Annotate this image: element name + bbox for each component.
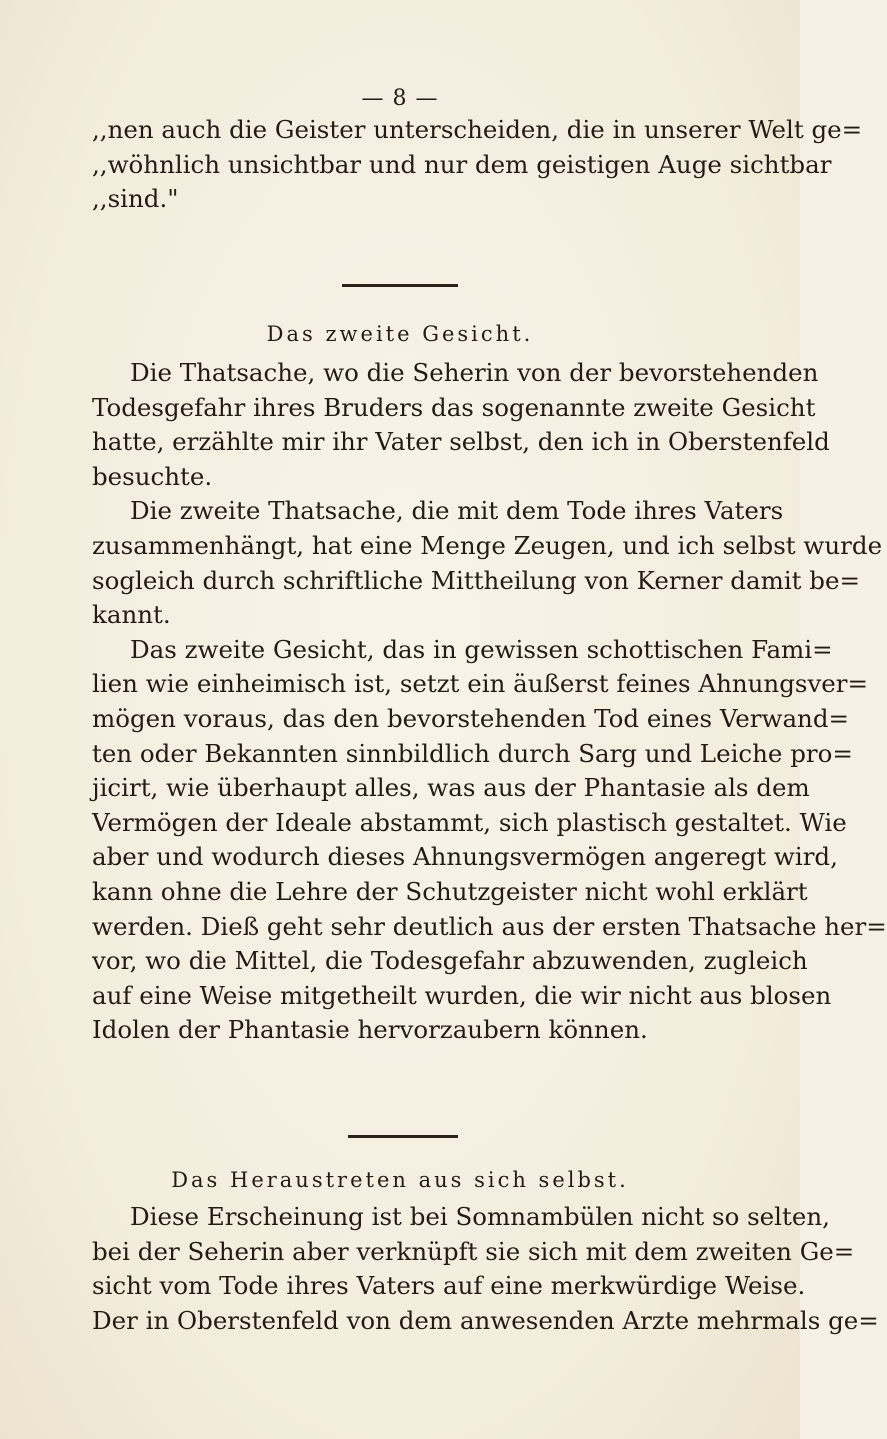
section-divider [348,1135,458,1138]
section-divider [342,284,458,287]
text-line: bei der Seherin aber verknüpft sie sich mit dem zweiten Ge= [92,1236,855,1266]
section-heading-heraustreten: Das Heraustreten aus sich selbst. [171,1168,629,1192]
text-line: kann ohne die Lehre der Schutzgeister nicht wohl erklärt [92,876,808,906]
text-line: Idolen der Phantasie hervorzaubern können. [92,1015,648,1045]
text-line: Die zweite Thatsache, die mit dem Tode ihres Vaters [130,496,784,526]
text-line: mögen voraus, das den bevorstehenden Tod eines Verwand= [92,703,850,733]
text-line: ten oder Bekannten sinnbildlich durch Sarg und Leiche pro= [92,738,853,768]
section-heading-zweite-gesicht: Das zweite Gesicht. [266,322,534,346]
text-line: sicht vom Tode ihres Vaters auf eine merkwürdige Weise. [92,1271,806,1301]
quote-block [92,113,863,217]
section-body-heraustreten [92,1200,879,1338]
text-line: zusammenhängt, hat eine Menge Zeugen, und ich selbst wurde [92,530,883,560]
text-line: hatte, erzählte mir ihr Vater selbst, den ich in Oberstenfeld [92,427,830,457]
text-line: besuchte. [92,461,213,491]
quote-line: ,,wöhnlich unsichtbar und nur dem geistigen Auge sichtbar [92,149,832,179]
text-line: lien wie einheimisch ist, setzt ein äußerst feines Ahnungsver= [92,669,869,699]
text-line: Vermögen der Ideale abstammt, sich plastisch gestaltet. Wie [92,807,847,837]
text-line: Todesgefahr ihres Bruders das sogenannte zweite Gesicht [92,392,816,422]
text-line: jicirt, wie überhaupt alles, was aus der Phantasie als dem [92,773,810,803]
text-line: auf eine Weise mitgetheilt wurden, die wir nicht aus blosen [92,980,832,1010]
text-line: Diese Erscheinung ist bei Somnambülen nicht so selten, [130,1202,830,1231]
quote-line: ,,nen auch die Geister unterscheiden, die in unserer Welt ge= [92,115,863,144]
text-line: Der in Oberstenfeld von dem anwesenden Arzte mehrmals ge= [92,1305,879,1335]
text-line: werden. Dieß geht sehr deutlich aus der ersten Thatsache her= [92,911,887,941]
text-line: Die Thatsache, wo die Seherin von der bevorstehenden [130,358,819,387]
text-line: kannt. [92,600,171,630]
page-number: — 8 — [361,86,439,111]
text-line: sogleich durch schriftliche Mittheilung von Kerner damit be= [92,565,861,595]
quote-line: ,,sind." [92,184,179,214]
text-line: vor, wo die Mittel, die Todesgefahr abzuwenden, zugleich [92,946,808,976]
text-line: aber und wodurch dieses Ahnungsvermögen angeregt wird, [92,842,838,872]
section-body-zweite-gesicht [92,356,887,1048]
text-line: Das zweite Gesicht, das in gewissen schottischen Fami= [130,634,833,664]
